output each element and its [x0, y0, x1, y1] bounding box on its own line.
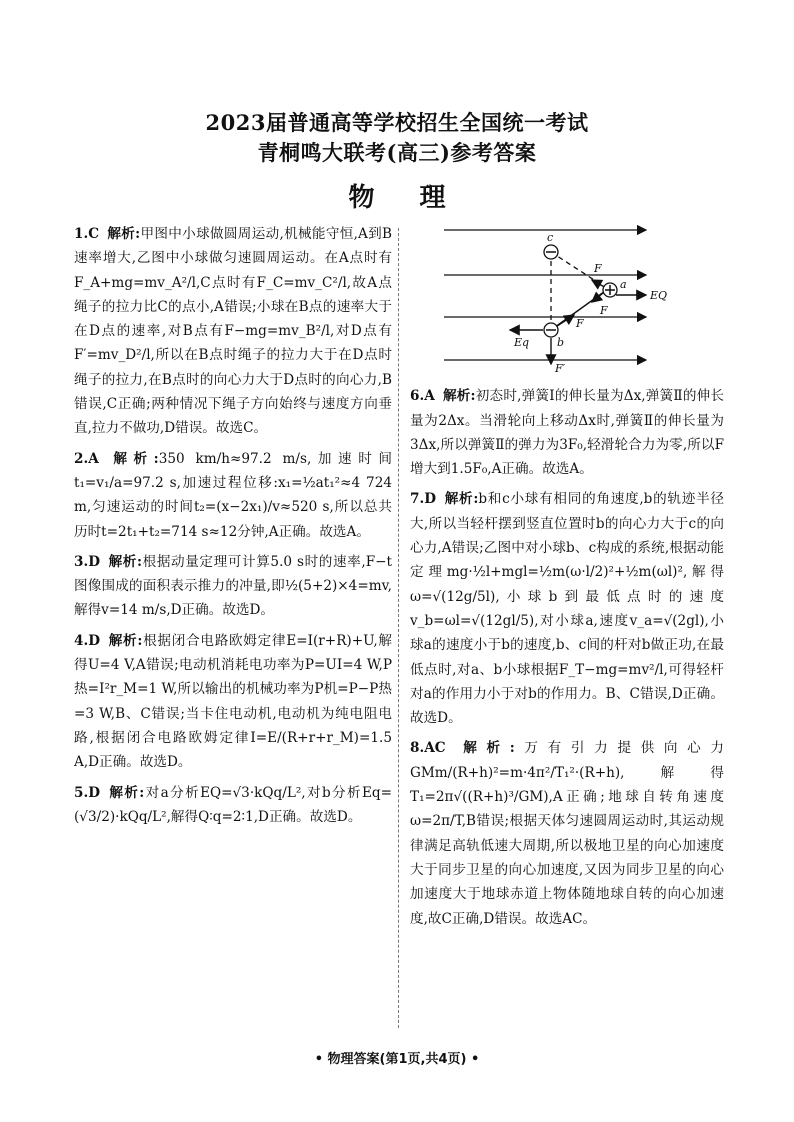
- label-EQ: EQ: [650, 289, 668, 302]
- answer-8: [410, 736, 724, 930]
- right-column: [410, 222, 724, 937]
- answer-number: 6.A: [410, 388, 435, 405]
- answer-7: [410, 487, 724, 730]
- label-F-top: F: [594, 262, 602, 275]
- analysis-label: 解析:: [442, 388, 476, 405]
- answer-number: 8.AC: [410, 740, 446, 757]
- answer-text: 甲图中小球做圆周运动,机械能守恒,A到B速率增大,乙图中小球做匀速圆周运动。在A点时有F_A+mg=mv_A²/l,C点时有F_C=mv_C²/l,故A点绳子的拉力比C的点小,A错误;小球在B点的速率大于在D点的速率,对B点有F−mg=mv_B²/l,对D点有F′=mv_D²/l,所以在B点时绳子的拉力大于在D点时绳子的拉力,在B点时的向心力大于D点时的向心力,B错误,C正确;两种情况下绳子方向始终与速度方向垂直,拉力不做功,D错误。故选C。: [74, 226, 392, 437]
- answer-text: 根据动量定理可计算5.0 s时的速率,F−t图像围成的面积表示推力的冲量,即½(5+2)×4=mv,解得v=14 m/s,D正确。故选D。: [74, 553, 392, 619]
- analysis-label: 解析:: [106, 450, 159, 467]
- analysis-label: 解析:: [107, 784, 145, 801]
- answer-number: 2.A: [74, 450, 99, 467]
- force-diagram: [414, 222, 724, 372]
- label-F-mid: F: [600, 304, 608, 317]
- page-header: [0, 108, 794, 218]
- answer-5: [74, 781, 392, 830]
- label-F-low: F: [576, 317, 584, 330]
- analysis-label: 解析:: [107, 632, 143, 649]
- answer-number: 5.D: [74, 784, 100, 801]
- answer-text: 万有引力提供向心力GMm/(R+h)²=m·4π²/T₁²·(R+h),解得T₁=2π√((R+h)³/GM),A正确;地球自转角速度ω=2π/T,B错误;根据天体匀速圆周运动时,其运动规律满足高轨低速大周期,所以极地卫星的向心加速度大于同步卫星的向心加速度,又因为同步卫星的向心加速度大于地球赤道上物体随地球自转的向心加速度,故C正确,D错误。故选AC。: [410, 740, 724, 927]
- page-footer: • 物理答案(第1页,共4页) •: [314, 1052, 480, 1067]
- subject-title: 物 理: [348, 183, 464, 213]
- exam-subtitle: 青桐鸣大联考(高三)参考答案: [257, 140, 537, 165]
- label-b: b: [557, 336, 565, 349]
- charge-c: [544, 245, 558, 259]
- column-divider: [398, 228, 399, 1028]
- answer-text: 根据闭合电路欧姆定律E=I(r+R)+U,解得U=4 V,A错误;电动机消耗电功率为P=UI=4 W,P热=I²r_M=1 W,所以输出的机械功率为P机=P−P热=3 W,B、C错误;当卡住电动机,电动机为纯电阻电路,根据闭合电路欧姆定律I=E/(R+r+r_M)=1.5 A,D正确。故选D。: [74, 632, 392, 771]
- label-a: a: [620, 278, 627, 291]
- analysis-label: 解析:: [453, 740, 515, 757]
- answer-text: 初态时,弹簧Ⅰ的伸长量为Δx,弹簧Ⅱ的伸长量为2Δx。当滑轮向上移动Δx时,弹簧Ⅱ的伸长量为3Δx,所以弹簧Ⅱ的弹力为3F₀,轻滑轮合力为零,所以F增大到1.5F₀,A正确。故选A。: [410, 388, 724, 478]
- answer-text: b和c小球有相同的角速度,b的轨迹半径大,所以当轻杆摆到竖直位置时b的向心力大于c的向心力,A错误;乙图中对小球b、c构成的系统,根据动能定理mg·½l+mgl=½m(ω·l/2)²+½m(ωl)²,解得ω=√(12g/5l),小球b到最低点时的速度v_b=ωl=√(12gl/5),对小球a,速度v_a=√(2gl),小球a的速度小于b的速度,b、c间的杆对b做正功,在最低点时,对a、b小球根据F_T−mg=mv²/l,可得轻杆对a的作用力小于对b的作用力。B、C错误,D正确。故选D。: [410, 491, 724, 727]
- answer-4: [74, 629, 392, 775]
- answer-number: 7.D: [410, 491, 436, 508]
- answer-number: 3.D: [74, 553, 100, 570]
- left-column: [74, 222, 392, 835]
- label-c: c: [547, 231, 554, 244]
- analysis-label: 解析:: [107, 226, 141, 242]
- analysis-label: 解析:: [443, 491, 479, 508]
- answer-6: [410, 384, 724, 481]
- label-Eq: Eq: [514, 336, 530, 349]
- answer-1: [74, 222, 392, 441]
- exam-title: 2023届普通高等学校招生全国统一考试: [205, 110, 589, 135]
- answer-text: 对a分析EQ=√3·kQq/L²,对b分析Eq=(√3/2)·kQq/L²,解得Q∶q=2∶1,D正确。故选D。: [74, 784, 392, 825]
- label-F-prime: F′: [555, 362, 566, 372]
- answer-text: 350 km/h≈97.2 m/s,加速时间t₁=v₁/a=97.2 s,加速过程位移:x₁=½at₁²≈4 724 m,匀速运动的时间t₂=(x−2x₁)/v≈520 s,所以总共历时t=2t₁+t₂=714 s≈12分钟,A正确。故选A。: [74, 450, 392, 540]
- answer-3: [74, 550, 392, 623]
- charge-b: [544, 323, 558, 337]
- analysis-label: 解析:: [107, 553, 143, 570]
- answer-2: [74, 447, 392, 544]
- charge-a: [603, 283, 617, 297]
- answer-number: 1.C: [74, 226, 100, 242]
- answer-number: 4.D: [74, 632, 100, 649]
